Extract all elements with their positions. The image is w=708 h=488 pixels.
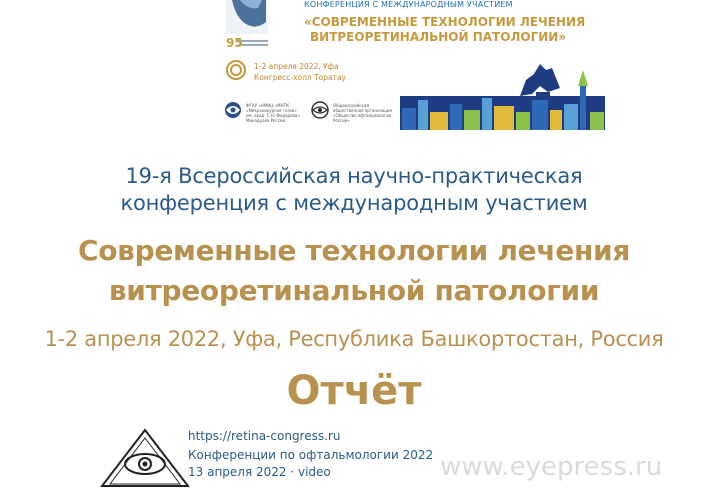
banner-date: 1-2 апреля 2022, Уфа [254,62,339,71]
conference-logo-icon [227,61,245,79]
conferences-link[interactable]: Конференции по офтальмологии 2022 [188,448,434,462]
watermark: www.eyepress.ru [440,452,663,482]
eye-triangle-icon [100,428,190,488]
banner-title-line2: ВИТРЕОРЕТИНАЛЬНОЙ ПАТОЛОГИИ» [310,30,567,44]
banner-venue: Конгресс-холл Торатау [254,73,347,82]
report-label: Отчёт [286,368,422,414]
conference-heading-line1: 19-я Всероссийская научно-практическая [125,164,583,188]
anniversary-number: 95 [226,36,243,50]
congress-website-link[interactable]: https://retina-congress.ru [188,429,341,443]
conference-title-line1: Современные технологии лечения [77,234,631,267]
conference-heading-line2: конференция с международным участием [120,191,588,215]
banner-subtitle: КОНФЕРЕНЦИЯ С МЕЖДУНАРОДНЫМ УЧАСТИЕМ [304,0,513,9]
city-skyline-illustration [400,64,605,130]
ophthalmologists-society-logo-icon [312,102,328,118]
mntk-logo-icon [225,102,241,118]
banner-title-line1: «СОВРЕМЕННЫЕ ТЕХНОЛОГИИ ЛЕЧЕНИЯ [304,15,586,29]
conference-banner [0,0,708,145]
organizer-society: Общероссийская общественная организация «Общество офтальмологов России» [333,103,392,123]
organizer-mntk: ФГАУ «НМИЦ «МНТК «Микрохирургия глаза» им. акад. С.Н. Федорова» Минздрава России [246,103,300,123]
conference-dateline: 1-2 апреля 2022, Уфа, Республика Башкортостан, Россия [44,327,664,351]
portrait-image [226,0,268,34]
footer-cut-line: 13 апреля 2022 · video [188,465,331,479]
conference-title-line2: витреоретинальной патологии [108,274,600,307]
